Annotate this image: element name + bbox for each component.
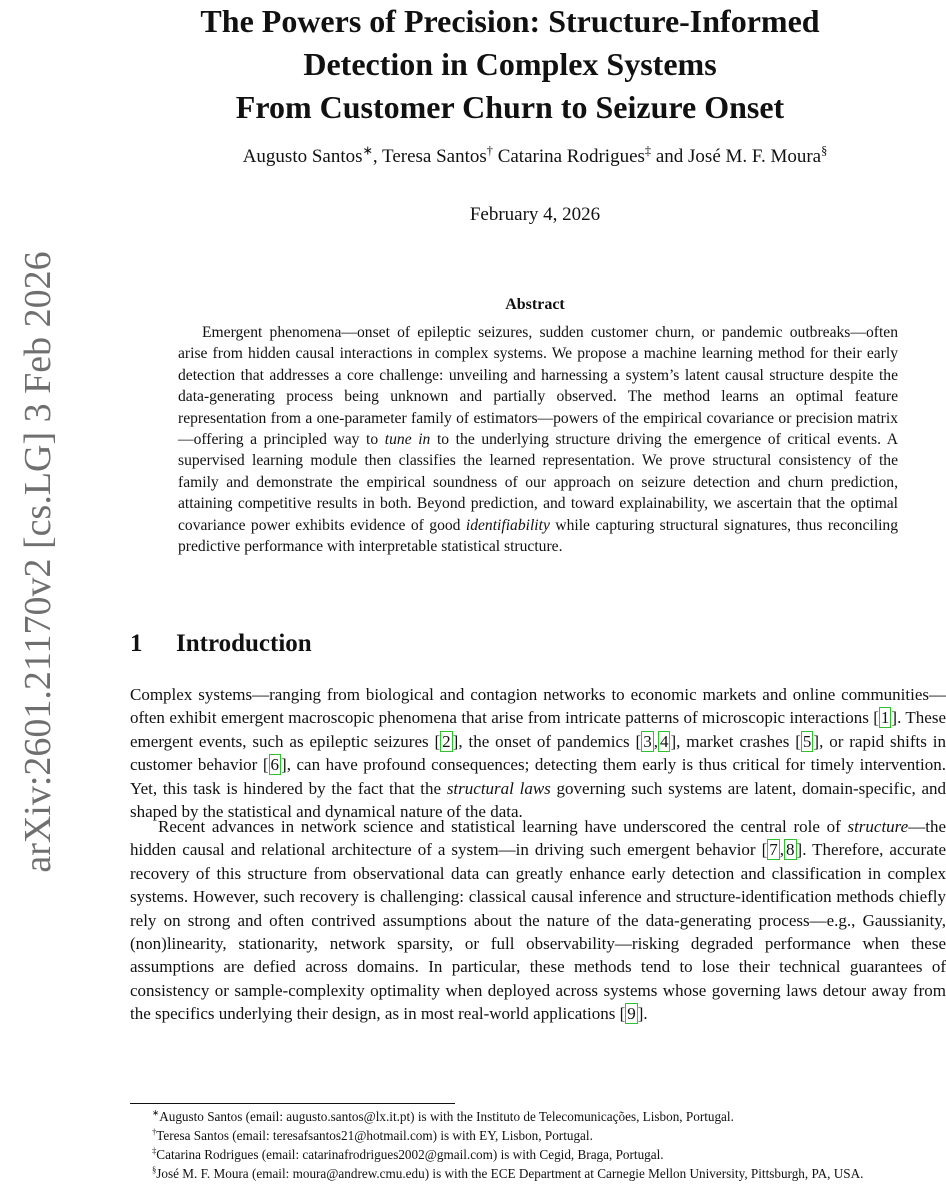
citation-link[interactable]: 6 — [270, 755, 280, 775]
footnote-mark: ‡ — [152, 1145, 157, 1156]
text-segment: , the onset of pandemics — [458, 731, 636, 751]
citation-link[interactable]: 9 — [627, 1004, 636, 1024]
footnote — [130, 1146, 946, 1165]
text-segment: . — [643, 1004, 648, 1024]
citation-link[interactable]: 5 — [802, 731, 812, 751]
footnote-mark: § — [152, 1164, 157, 1175]
text-segment: governing such systems are latent, domain-specific, and shaped by the statistical and dynamical nature of the data. — [130, 778, 946, 822]
footnote-text: Augusto Santos (email: augusto.santos@lx.it.pt) is with the Instituto de Telecomunicações, Lisbon, Portugal. — [159, 1109, 734, 1124]
citation-link[interactable]: 3 — [643, 731, 652, 751]
footnote-mark: ∗ — [152, 1107, 160, 1118]
citation-link[interactable]: 7 — [769, 840, 778, 860]
abstract-heading: Abstract — [505, 296, 565, 313]
abstract-segment: to the underlying structure driving the emergence of critical events. A supervised learning module then classifies the learned representation. We prove structural consistency of the family and demonstrate the empirical soundness of our approach on seizure detection and churn prediction, attaining competitive results in both. Beyond prediction, and toward explainability, we ascertain that the optimal covariance power exhibits evidence of good — [178, 431, 898, 534]
abstract-text — [178, 322, 898, 557]
author-conjunction: and — [655, 146, 684, 167]
author-name: José M. F. Moura — [688, 146, 822, 167]
title-line-2: Detection in Complex Systems — [303, 46, 717, 82]
section-heading — [130, 630, 312, 658]
paragraph: Recent advances in network science and statistical learning have underscored the central role of structure—the hidden causal and relational architecture of a system—in driving such emergent behavior [ 7 , 8 ]. Therefore, accurate recovery of this structure from observational data can greatly enhance early detection and classification in complex systems. However, such recovery is challenging: classical causal inference and structure-identification methods chiefly rely on strong and often contrived assumptions about the nature of the data-generating process—e.g., Gaussianity, (non)linearity, stationarity, network sparsity, or full observability—risking degraded performance when these assumptions are defied across domains. In particular, these methods tend to lose their technical guarantees of consistency or sample-complexity optimality when deployed across systems whose governing laws detour away from the specifics underlying their design, as in most real-world applications [ 9 ]. — [130, 817, 946, 1024]
author-name: Catarina Rodrigues — [497, 146, 645, 167]
text-segment: . These emergent events, such as epileptic seizures — [130, 708, 946, 751]
text-segment: , or rapid shifts in customer behavior — [130, 731, 946, 775]
text-segment: Complex systems—ranging from biological and contagion networks to economic markets and online communities—often exhibit emergent macroscopic phenomena that arise from intricate patterns of microscopic interactions — [130, 685, 946, 728]
text-segment: . Therefore, accurate recovery of this structure from observational data can greatly enhance early detection and classification in complex systems. However, such recovery is challenging: classical causal inference and structure-identification methods chiefly rely on strong and often contrived assumptions about the nature of the data-generating process—e.g., Gaussianity, (non)linearity, stationarity, network sparsity, or full observability—risking degraded performance when these assumptions are defied across domains. In particular, these methods tend to lose their technical guarantees of consistency or sample-complexity optimality when deployed across systems whose governing laws detour away from the specifics underlying their design, as in most real-world applications — [130, 840, 946, 1024]
footnote — [130, 1165, 946, 1184]
footnote-mark[interactable]: ∗ — [362, 143, 373, 158]
author-name: Augusto Santos — [242, 146, 363, 167]
abstract-segment: Emergent phenomena—onset of epileptic seizures, sudden customer churn, or pandemic outbreaks—often arise from hidden causal interactions in complex systems. We propose a machine learning method for their early detection that addresses a core challenge: unveiling and harnessing a system’s latent causal structure despite the data-generating process being unknown and partially observed. The method learns an optimal feature representation from a one-parameter family of estimators—powers of the empirical covariance or precision matrix—offering a principled way to — [178, 324, 898, 449]
emphasis: structural laws — [446, 778, 551, 798]
footnote — [130, 1108, 946, 1127]
section-number: 1 — [130, 630, 143, 657]
footnote — [130, 1127, 946, 1146]
footnote-divider — [130, 1103, 455, 1104]
emphasis: structure — [847, 817, 909, 836]
author-list: Augusto Santos∗, Teresa Santos† Catarina Rodrigues‡ and José M. F. Moura§ — [242, 143, 828, 167]
footnote-text: Catarina Rodrigues (email: catarinafrodrigues2002@gmail.com) is with Cegid, Braga, Portugal. — [156, 1147, 664, 1162]
footnote-text: Teresa Santos (email: teresafsantos21@hotmail.com) is with EY, Lisbon, Portugal. — [156, 1128, 593, 1143]
publication-date: February 4, 2026 — [469, 204, 601, 225]
text-segment: , market crashes — [676, 731, 796, 751]
text-segment: Recent advances in network science and statistical learning have underscored the central role of — [158, 817, 848, 836]
citation-link[interactable]: 8 — [786, 840, 795, 860]
text-segment: , can have profound consequences; detecting them early is thus critical for timely intervention. Yet, this task is hindered by the fact that the — [130, 755, 946, 798]
footnote-mark[interactable]: † — [486, 143, 493, 158]
paper-title — [90, 0, 930, 129]
title-line-3: From Customer Churn to Seizure Onset — [235, 89, 785, 125]
text-segment: —the hidden causal and relational architecture of a system—in driving such emergent behavior — [130, 817, 946, 860]
arxiv-identifier: arXiv:2601.21170v2 [cs.LG] 3 Feb 2026 — [17, 251, 59, 873]
footnote-mark[interactable]: ‡ — [644, 143, 652, 158]
paragraph: Complex systems—ranging from biological and contagion networks to economic markets and online communities—often exhibit emergent macroscopic phenomena that arise from intricate patterns of microscopic interactions [ 1 ]. These emergent events, such as epileptic seizures [ 2 ], the onset of pandemics [ 3 , 4 ], market crashes [ 5 ], or rapid shifts in customer behavior [ 6 ], can have profound consequences; detecting them early is thus critical for timely intervention. Yet, this task is hindered by the fact that the structural laws governing such systems are latent, domain-specific, and shaped by the statistical and dynamical nature of the data. — [130, 685, 946, 822]
author-name: Teresa Santos — [382, 146, 487, 167]
citation-link[interactable]: 4 — [659, 731, 669, 751]
citation-link[interactable]: 2 — [442, 731, 451, 751]
footnote-text: José M. F. Moura (email: moura@andrew.cmu.edu) is with the ECE Department at Carnegie Mellon University, Pittsburgh, PA, USA. — [156, 1166, 864, 1181]
title-line-1: The Powers of Precision: Structure-Informed — [200, 3, 820, 39]
footnote-mark[interactable]: § — [821, 143, 828, 158]
footnote-mark: † — [152, 1126, 157, 1137]
abstract-segment: while capturing structural signatures, thus reconciling predictive performance with interpretable statistical structure. — [178, 516, 898, 556]
citation-link[interactable]: 1 — [880, 708, 890, 728]
emphasis: identifiability — [465, 516, 550, 534]
section-title: Introduction — [176, 630, 312, 657]
emphasis: tune in — [384, 431, 431, 449]
